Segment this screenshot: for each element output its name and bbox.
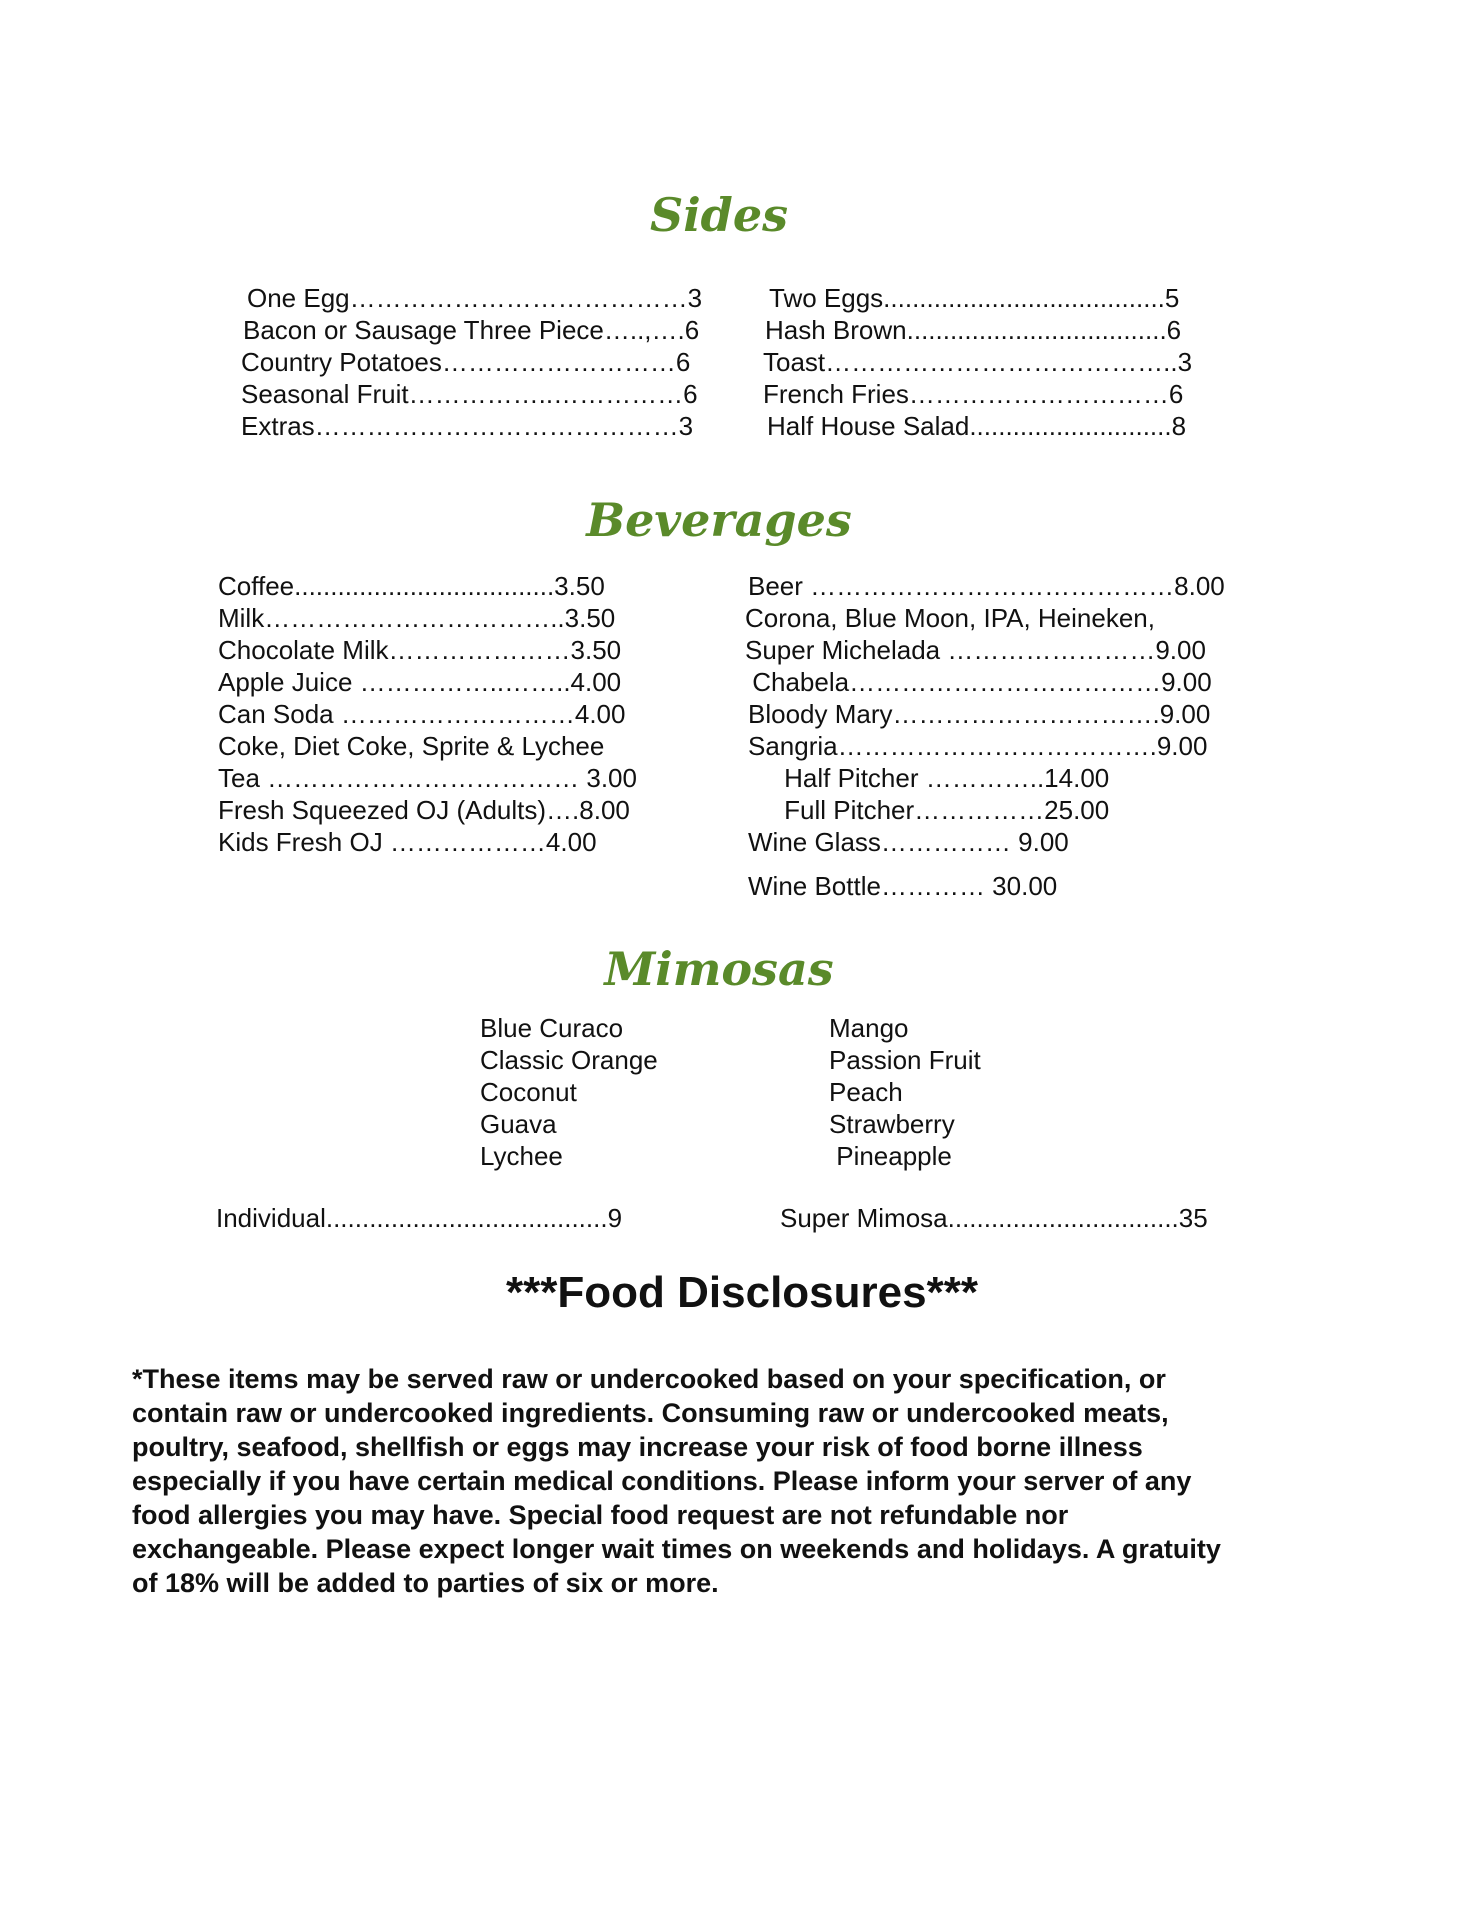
sides-item: Half House Salad............................8 xyxy=(767,411,1187,441)
beverages-heading: Beverages xyxy=(586,493,852,547)
disclosure-line: exchangeable. Please expect longer wait times on weekends and holidays. A gratuity xyxy=(132,1534,1221,1564)
beverages-left-column xyxy=(218,570,637,858)
beverage-item: Coffee....................................3.50 xyxy=(218,571,605,601)
beverage-item: Coke, Diet Coke, Sprite & Lychee xyxy=(218,731,605,761)
mimosa-flavor: Pineapple xyxy=(829,1141,952,1171)
mimosa-super-price: Super Mimosa................................35 xyxy=(780,1203,1208,1233)
sides-item: One Egg…………………………………3 xyxy=(247,283,703,313)
food-disclosures-text xyxy=(132,1362,1352,1600)
mimosa-flavor: Passion Fruit xyxy=(829,1045,981,1075)
beverage-item: Can Soda ………………………4.00 xyxy=(218,699,626,729)
sides-item: Country Potatoes………………………6 xyxy=(241,347,691,377)
beverage-item: Tea ……………………………… 3.00 xyxy=(218,763,637,793)
disclosure-line: of 18% will be added to parties of six or more. xyxy=(132,1568,719,1598)
beverage-item: Half Pitcher …………..14.00 xyxy=(748,763,1110,793)
sides-item: French Fries…………………………6 xyxy=(763,379,1184,409)
sides-left-column xyxy=(241,282,703,442)
sides-item: Extras……………………………………3 xyxy=(241,411,694,441)
disclosure-line: contain raw or undercooked ingredients. Consuming raw or undercooked meats, xyxy=(132,1398,1169,1428)
sides-item: Bacon or Sausage Three Piece…..,….6 xyxy=(243,315,700,345)
beverage-item: Kids Fresh OJ ………………4.00 xyxy=(218,827,597,857)
sides-right-column xyxy=(763,282,1192,442)
mimosa-flavor: Coconut xyxy=(480,1077,577,1107)
beverage-item: Fresh Squeezed OJ (Adults)….8.00 xyxy=(218,795,630,825)
beverage-item: Full Pitcher……………25.00 xyxy=(748,795,1110,825)
food-disclosures-title: ***Food Disclosures*** xyxy=(506,1268,978,1317)
beverage-item-wine-bottle: Wine Bottle………… 30.00 xyxy=(748,871,1058,901)
beverage-item: Corona, Blue Moon, IPA, Heineken, xyxy=(745,603,1155,633)
beverage-item: Apple Juice ……………..……..4.00 xyxy=(218,667,622,697)
sides-item: Two Eggs.......................................5 xyxy=(769,283,1180,313)
beverage-item: Chabela………………………………9.00 xyxy=(745,667,1212,697)
sides-item: Hash Brown....................................6 xyxy=(765,315,1182,345)
mimosa-flavor: Guava xyxy=(480,1109,557,1139)
mimosa-flavor: Classic Orange xyxy=(480,1045,658,1075)
beverage-item: Beer ……………………………………8.00 xyxy=(748,571,1225,601)
beverage-item: Wine Glass…………… 9.00 xyxy=(748,827,1069,857)
mimosas-right-column xyxy=(829,1012,981,1172)
mimosa-individual-price: Individual.......................................9 xyxy=(216,1203,623,1233)
disclosure-line: food allergies you may have. Special food request are not refundable nor xyxy=(132,1500,1069,1530)
beverage-item: Sangria……………………………….9.00 xyxy=(748,731,1208,761)
disclosure-line: *These items may be served raw or undercooked based on your specification, or xyxy=(132,1364,1166,1394)
disclosure-line: poultry, seafood, shellfish or eggs may increase your risk of food borne illness xyxy=(132,1432,1143,1462)
mimosa-flavor: Strawberry xyxy=(829,1109,955,1139)
beverage-item: Bloody Mary………………………….9.00 xyxy=(748,699,1211,729)
disclosure-line: especially if you have certain medical conditions. Please inform your server of any xyxy=(132,1466,1192,1496)
sides-item: Toast…………………………………..3 xyxy=(763,347,1193,377)
beverage-item: Milk……………………………..3.50 xyxy=(218,603,616,633)
mimosa-flavor: Mango xyxy=(829,1013,909,1043)
sides-item: Seasonal Fruit……………..……………6 xyxy=(241,379,698,409)
mimosa-flavor: Peach xyxy=(829,1077,903,1107)
beverage-item: Chocolate Milk…………………3.50 xyxy=(218,635,622,665)
mimosas-left-column xyxy=(480,1012,658,1172)
mimosa-flavor: Lychee xyxy=(480,1141,563,1171)
mimosas-heading: Mimosas xyxy=(604,942,834,996)
beverages-right-column xyxy=(745,570,1225,858)
sides-heading: Sides xyxy=(649,188,789,242)
beverage-item: Super Michelada ……………………9.00 xyxy=(745,635,1206,665)
mimosa-flavor: Blue Curaco xyxy=(480,1013,624,1043)
